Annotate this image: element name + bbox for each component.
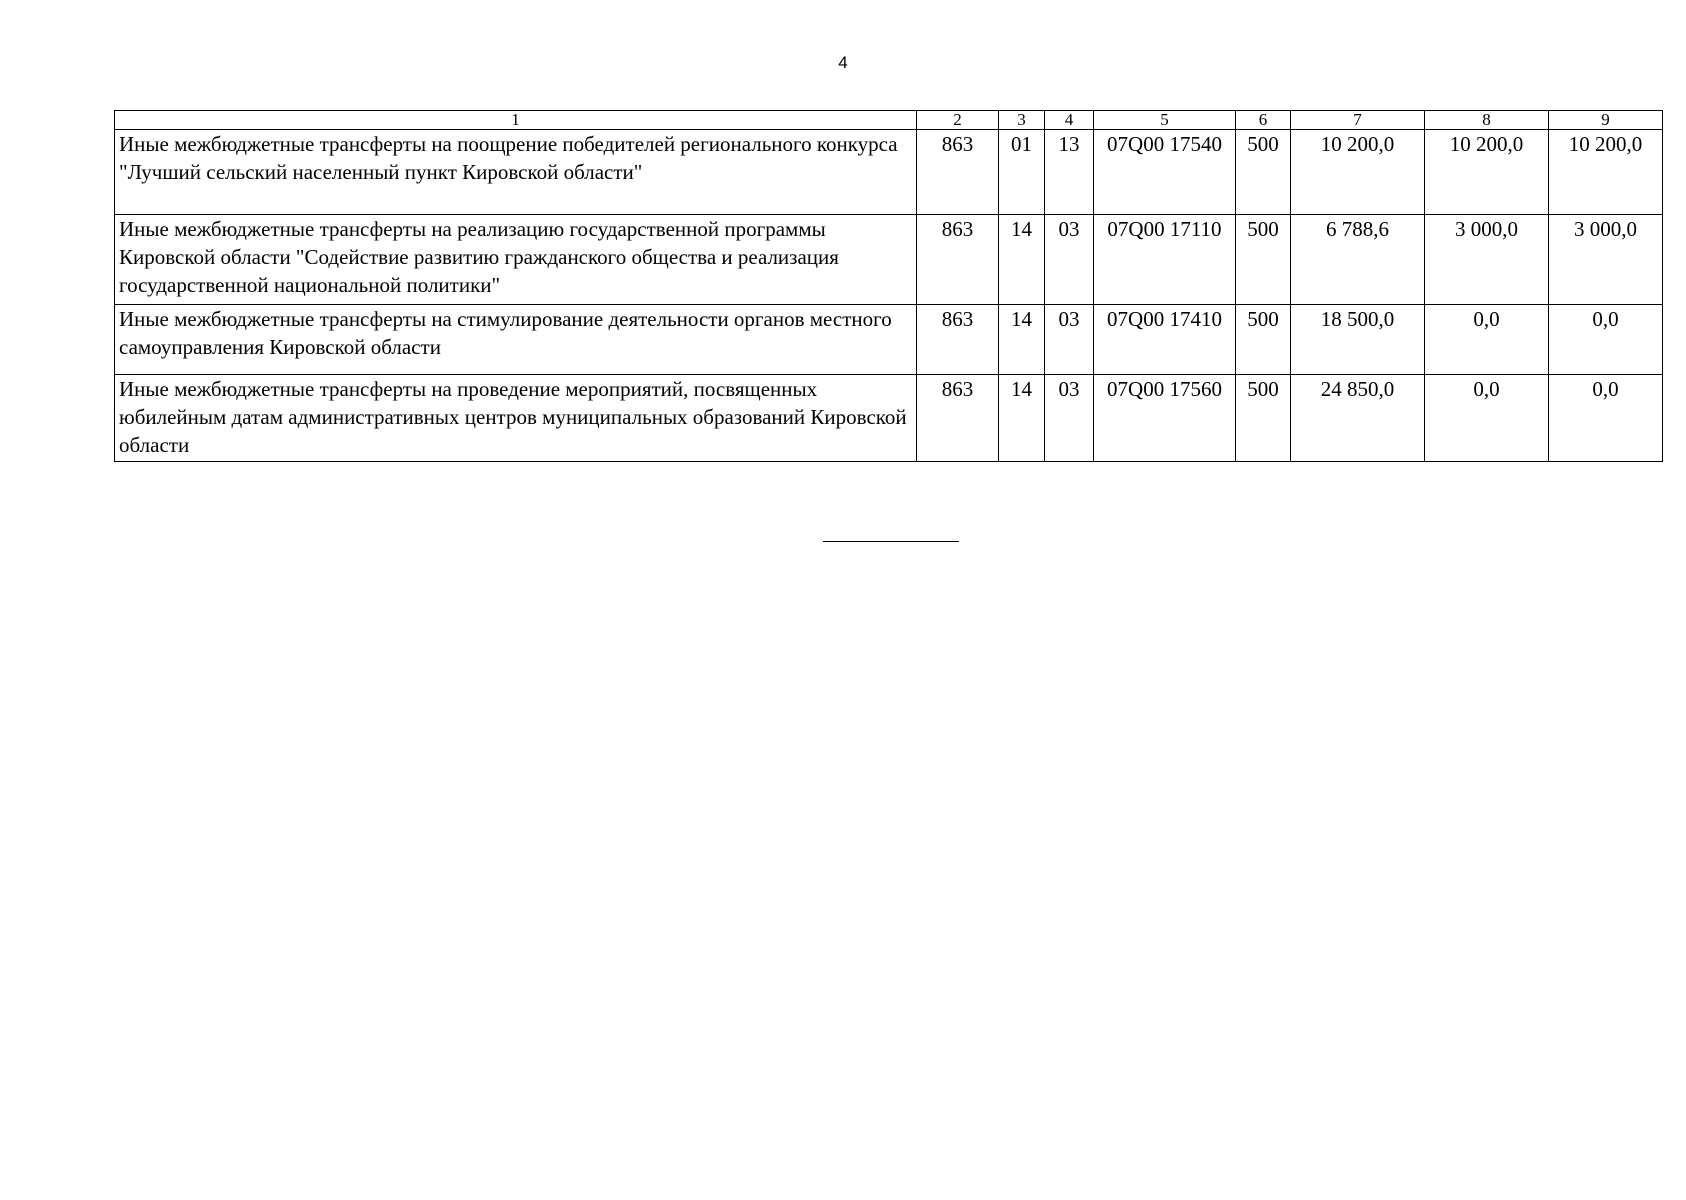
cell-col5: 07Q00 17560 [1094, 375, 1236, 462]
cell-col9: 10 200,0 [1549, 130, 1663, 215]
column-header: 1 [115, 111, 917, 130]
cell-col9: 3 000,0 [1549, 215, 1663, 305]
cell-col8: 0,0 [1425, 375, 1549, 462]
cell-col5: 07Q00 17410 [1094, 305, 1236, 375]
column-header: 9 [1549, 111, 1663, 130]
cell-col6: 500 [1236, 130, 1291, 215]
cell-col9: 0,0 [1549, 305, 1663, 375]
cell-col2: 863 [917, 375, 999, 462]
cell-col3: 14 [999, 305, 1045, 375]
table-header-row [115, 111, 1663, 130]
cell-col7: 6 788,6 [1291, 215, 1425, 305]
budget-table [114, 110, 1663, 462]
page-number: 4 [838, 53, 848, 72]
cell-col8: 10 200,0 [1425, 130, 1549, 215]
cell-col8: 3 000,0 [1425, 215, 1549, 305]
cell-col6: 500 [1236, 375, 1291, 462]
column-header: 4 [1045, 111, 1094, 130]
cell-col2: 863 [917, 130, 999, 215]
table-row [115, 305, 1663, 375]
column-header: 8 [1425, 111, 1549, 130]
cell-col4: 13 [1045, 130, 1094, 215]
cell-col7: 18 500,0 [1291, 305, 1425, 375]
end-of-document-rule [823, 541, 959, 542]
cell-col3: 14 [999, 215, 1045, 305]
cell-col7: 10 200,0 [1291, 130, 1425, 215]
cell-col3: 01 [999, 130, 1045, 215]
cell-col5: 07Q00 17110 [1094, 215, 1236, 305]
cell-col4: 03 [1045, 375, 1094, 462]
column-header: 5 [1094, 111, 1236, 130]
cell-col9: 0,0 [1549, 375, 1663, 462]
cell-col6: 500 [1236, 215, 1291, 305]
cell-col6: 500 [1236, 305, 1291, 375]
column-header: 6 [1236, 111, 1291, 130]
row-description: Иные межбюджетные трансферты на стимулирование деятельности органов местного самоуправления Кировской области [115, 305, 917, 375]
row-description: Иные межбюджетные трансферты на реализацию государственной программы Кировской области "Содействие развитию гражданского общества и реализация государственной национальной политики" [115, 215, 917, 305]
cell-col3: 14 [999, 375, 1045, 462]
cell-col4: 03 [1045, 305, 1094, 375]
cell-col2: 863 [917, 305, 999, 375]
row-description: Иные межбюджетные трансферты на проведение мероприятий, посвященных юбилейным датам административных центров муниципальных образований Кировской области [115, 375, 917, 462]
row-description: Иные межбюджетные трансферты на поощрение победителей регионального конкурса "Лучший сельский населенный пункт Кировской области" [115, 130, 917, 215]
column-header: 2 [917, 111, 999, 130]
column-header: 7 [1291, 111, 1425, 130]
table-row [115, 375, 1663, 462]
cell-col2: 863 [917, 215, 999, 305]
cell-col8: 0,0 [1425, 305, 1549, 375]
cell-col5: 07Q00 17540 [1094, 130, 1236, 215]
table-row [115, 215, 1663, 305]
table-row [115, 130, 1663, 215]
cell-col7: 24 850,0 [1291, 375, 1425, 462]
column-header: 3 [999, 111, 1045, 130]
cell-col4: 03 [1045, 215, 1094, 305]
